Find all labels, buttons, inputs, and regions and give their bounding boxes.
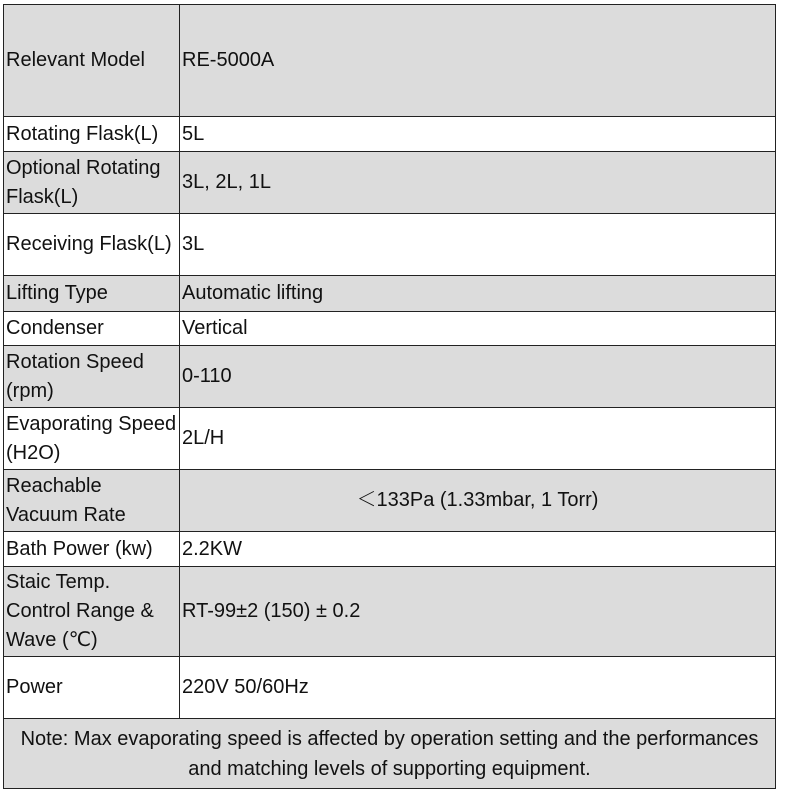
spec-label: Power [4,657,180,719]
spec-label: Lifting Type [4,276,180,312]
spec-label: Rotating Flask(L) [4,117,180,152]
spec-label: Staic Temp. Control Range & Wave (℃) [4,567,180,657]
table-row [4,5,776,117]
spec-value: 220V 50/60Hz [180,657,776,719]
spec-value: ＜133Pa (1.33mbar, 1 Torr) [180,470,776,532]
table-row [4,470,776,532]
spec-label: Bath Power (kw) [4,532,180,567]
table-row [4,276,776,312]
spec-value: Automatic lifting [180,276,776,312]
spec-value: 5L [180,117,776,152]
table-row [4,214,776,276]
spec-label: Rotation Speed (rpm) [4,346,180,408]
spec-value: RT-99±2 (150) ± 0.2 [180,567,776,657]
spec-value: 2.2KW [180,532,776,567]
spec-label: Receiving Flask(L) [4,214,180,276]
table-row [4,312,776,346]
table-row [4,567,776,657]
table-row [4,346,776,408]
spec-label: Reachable Vacuum Rate [4,470,180,532]
spec-label: Optional Rotating Flask(L) [4,152,180,214]
table-row [4,408,776,470]
table-row [4,152,776,214]
spec-label: Condenser [4,312,180,346]
spec-value: 0-110 [180,346,776,408]
table-row [4,117,776,152]
note-text: Note: Max evaporating speed is affected by operation setting and the performances and matching levels of supporting equipment. [4,719,776,789]
table-row [4,532,776,567]
spec-label: Evaporating Speed (H2O) [4,408,180,470]
spec-value: Vertical [180,312,776,346]
spec-value: 2L/H [180,408,776,470]
spec-value: RE-5000A [180,5,776,117]
spec-value: 3L [180,214,776,276]
spec-table [3,4,776,789]
table-row [4,657,776,719]
spec-label: Relevant Model [4,5,180,117]
spec-value: 3L, 2L, 1L [180,152,776,214]
note-row [4,719,776,789]
